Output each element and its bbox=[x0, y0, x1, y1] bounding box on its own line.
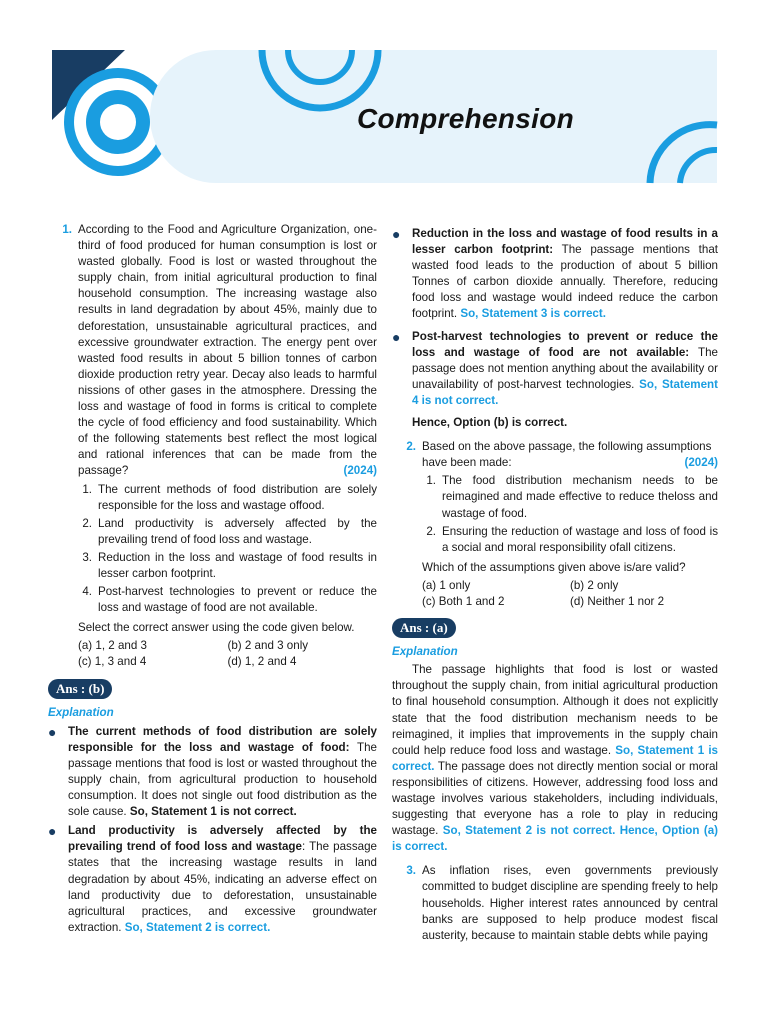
bullet-icon: ● bbox=[48, 723, 57, 740]
statement: 1. The current methods of food distribution are solely responsible for the loss and wastage offood. bbox=[82, 482, 377, 512]
statement: 4. Post-harvest technologies to prevent or reduce the loss and wastage of food are not available. bbox=[82, 585, 377, 615]
option-d: (d) 1, 2 and 4 bbox=[227, 655, 297, 669]
header-arcs bbox=[0, 0, 768, 200]
explanation-bullet: ● The current methods of food distribution are solely responsible for the loss and wastage of food: The passage mentions that food is lost or wasted throughout the supply chain, from agricultural production to household consumption. It does not single out food distribution as the sole cause. So, Statement 1 is not correct. bbox=[48, 724, 377, 821]
page-title: Comprehension bbox=[357, 103, 575, 134]
statement: 3. Reduction in the loss and wastage of food results in lesser carbon footprint. bbox=[82, 550, 377, 580]
option-d: (d) Neither 1 nor 2 bbox=[570, 594, 665, 608]
answer-options bbox=[78, 638, 377, 670]
option-c: (c) Both 1 and 2 bbox=[422, 594, 505, 608]
answer-badge: Ans : (a) bbox=[392, 618, 456, 638]
statement: 2. Land productivity is adversely affected by the prevailing trend of food loss and wastage. bbox=[82, 516, 377, 546]
answer-options bbox=[422, 578, 718, 610]
question-passage: According to the Food and Agriculture Organization, one-third of food produced for human consumption is lost or wasted globally. Food is lost or wasted throughout the supply chain, from initial agricultural production to final household consumption. The increasing wastage also results in land degradation by about 45%, mainly due to deforestation, unsustainable agricultural practices, and excessive groundwater extraction. The energy pent over wasted food results in about 5 billion tonnes of carbon dioxide production retry year. Decay also leads to harmful nissions of other gases in the atmosphere. Dressing the loss and wastage of food in forms is critical to complete the cycle of food efficiency and food sustainability. Which of the following statements best reflect the most logical and rational inferences that can be made from the passage? (2024) bbox=[78, 222, 377, 480]
question-1 bbox=[48, 222, 377, 671]
question-3 bbox=[392, 863, 718, 943]
explanation-bullet: ● Reduction in the loss and wastage of food results in a lesser carbon footprint: The passage mentions that wasted food leads to the production of about 5 billion Tonnes of carbon dioxide annually. Therefore, reducing food loss and wastage would indeed reduce the carbon footprint. So, Statement 3 is correct. bbox=[392, 226, 718, 323]
question-number: 1. bbox=[62, 223, 72, 236]
bullet-icon: ● bbox=[392, 328, 401, 345]
question-number: 2. bbox=[406, 440, 416, 454]
question-number: 3. bbox=[406, 864, 416, 878]
statement: 1. The food distribution mechanism needs to be reimagined and made effective to reduce theloss and wastage of food. bbox=[426, 474, 718, 520]
explanation-bullet: ● Post-harvest technologies to prevent or reduce the loss and wastage of food are not available: The passage does not mention anything about the availability or unavailability of post-harvest technologies. So, Statement 4 is not correct. bbox=[392, 329, 718, 409]
left-column bbox=[48, 222, 377, 936]
explanation-label: Explanation bbox=[48, 705, 114, 719]
option-a: (a) 1 only bbox=[422, 578, 471, 592]
option-b: (b) 2 only bbox=[570, 578, 619, 592]
explanation-text: The passage highlights that food is lost or wasted throughout the supply chain, from initial agricultural production to final household consumption. Although it does not explicitly state that the food distribution mechanism needs to be reimagined, it implies that improvements in the supply chain could help reduce food loss and wastage. So, Statement 1 is correct. The passage does not directly mention social or moral responsibilities of citizens. However, addressing food loss and wastage involves various stakeholders, including individuals, suggesting that everyone has a role to play in reducing wastage. So, Statement 2 is not correct. Hence, Option (a) is correct. bbox=[392, 663, 719, 854]
option-c: (c) 1, 3 and 4 bbox=[78, 655, 147, 669]
explanation-bullet: ● Land productivity is adversely affected by the prevailing trend of food loss and wastage: The passage states that the increasing wastage results in land degradation by about 45%, indicating an adverse effect on land productivity due to deforestation, unsustainable agricultural practices, and excessive groundwater extraction. So, Statement 2 is correct. bbox=[48, 823, 377, 936]
exam-year: (2024) bbox=[684, 456, 718, 470]
conclusion: Hence, Option (b) is correct. bbox=[412, 416, 568, 430]
question-2 bbox=[392, 439, 718, 610]
page-header bbox=[0, 0, 768, 200]
answer-prompt: Select the correct answer using the code given below. bbox=[78, 621, 355, 635]
option-b: (b) 2 and 3 only bbox=[227, 639, 309, 653]
exam-year: (2024) bbox=[343, 464, 377, 478]
explanation-label: Explanation bbox=[392, 645, 458, 659]
question-text: As inflation rises, even governments previously committed to budget discipline are spending freely to help households. Higher interest rates announced by central banks are supposed to help produce modest fiscal austerity, because to maintain stable debts while paying bbox=[422, 864, 718, 942]
bullet-icon: ● bbox=[48, 823, 57, 840]
bullet-icon: ● bbox=[392, 226, 401, 242]
statement: 2. Ensuring the reduction of wastage and loss of food is a social and moral responsibility ofall citizens. bbox=[426, 524, 718, 554]
answer-prompt: Which of the assumptions given above is/are valid? bbox=[422, 560, 686, 574]
answer-badge: Ans : (b) bbox=[48, 679, 112, 699]
question-stem: Based on the above passage, the following assumptions have been made: (2024) bbox=[422, 439, 718, 471]
option-a: (a) 1, 2 and 3 bbox=[78, 639, 147, 653]
right-column bbox=[392, 222, 718, 944]
